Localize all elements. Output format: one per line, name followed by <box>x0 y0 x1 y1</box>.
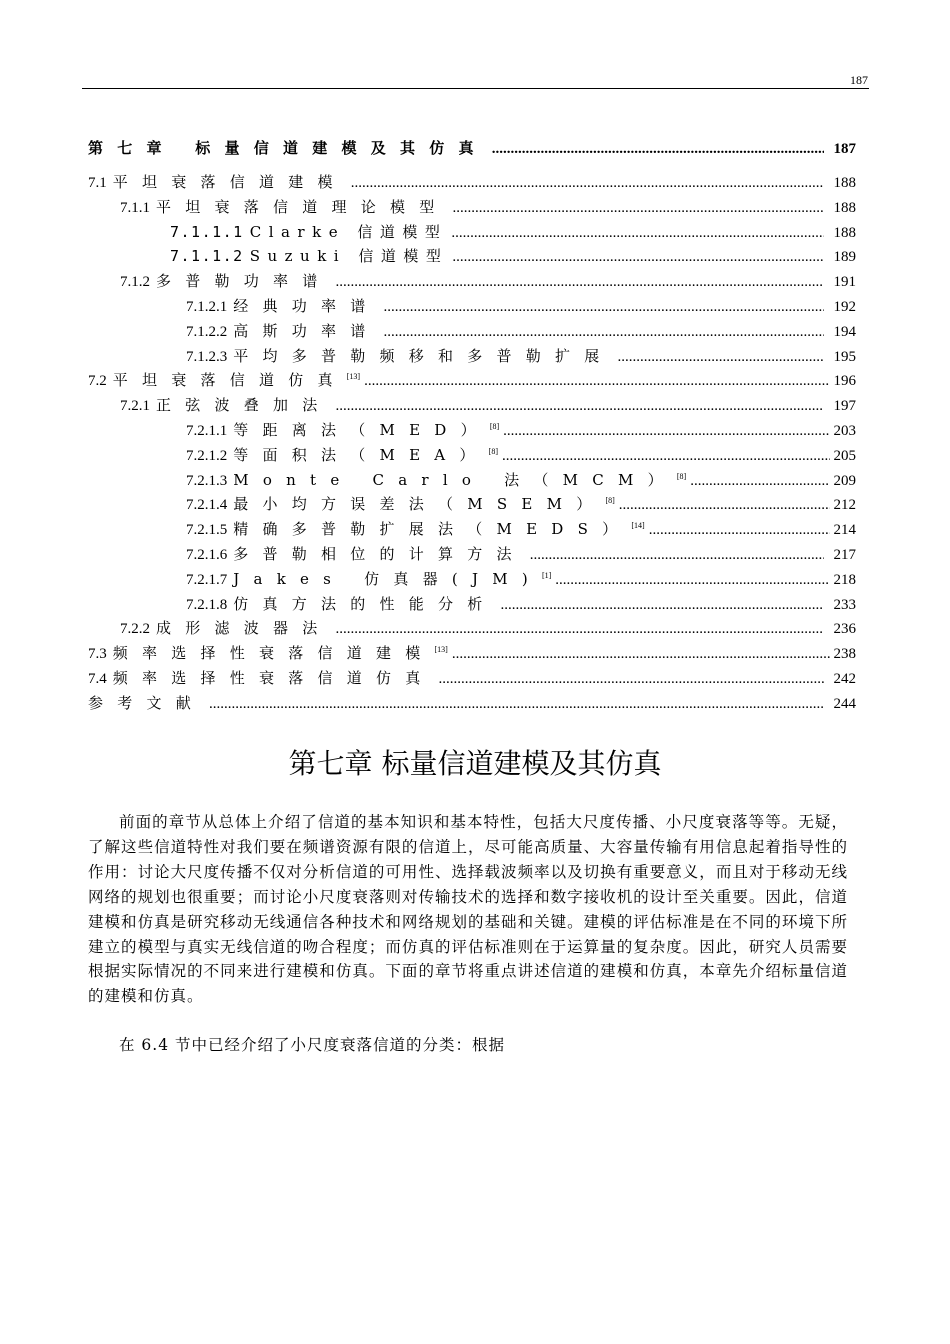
paragraph: 在 6.4 节中已经介绍了小尺度衰落信道的分类：根据 <box>119 1036 506 1055</box>
toc-page-number: 195 <box>833 348 856 365</box>
toc-entry-label <box>186 469 686 490</box>
body-text <box>88 810 848 1058</box>
table-of-contents <box>88 137 856 717</box>
toc-entry-title: Suzuki 信道模型 <box>249 247 449 266</box>
toc-entry-title: 经典功率谱 <box>233 296 380 315</box>
toc-entry-label <box>186 295 380 316</box>
toc-leader <box>336 621 824 638</box>
toc-entry-number: 7.1 <box>88 175 107 191</box>
toc-leader <box>384 324 824 341</box>
toc-page-number: 188 <box>833 199 856 216</box>
toc-entry-title: Clarke 信道模型 <box>249 222 448 241</box>
toc-page-number: 205 <box>833 447 856 464</box>
toc-entry[interactable] <box>88 419 856 444</box>
toc-leader <box>451 225 824 242</box>
toc-entry-reference: [8] <box>676 471 687 481</box>
toc-leader <box>649 522 830 539</box>
toc-entry-number: 7.1.2.2 <box>186 323 228 340</box>
toc-entry-reference: [13] <box>434 645 448 655</box>
toc-entry-number: 7.4 <box>88 670 107 687</box>
toc-entry-label <box>88 692 205 713</box>
toc-page-number: 188 <box>833 224 856 241</box>
toc-entry-label <box>186 543 526 564</box>
toc-entry-number: 7.2.1 <box>120 398 150 415</box>
toc-leader <box>503 423 830 440</box>
toc-entry[interactable] <box>88 593 856 618</box>
toc-entry-number: 7.1.2 <box>120 274 150 291</box>
toc-entry-number: 7.1.2.1 <box>186 298 228 315</box>
toc-page-number: 214 <box>833 522 856 539</box>
toc-entry-number: 7.2.1.2 <box>186 447 228 464</box>
toc-entry[interactable] <box>88 270 856 295</box>
toc-entry-number: 7.1.1.1 <box>170 222 244 241</box>
toc-entry-label <box>88 171 347 192</box>
toc-entry-label <box>120 270 332 291</box>
toc-entry-number: 7.1.1.2 <box>170 247 244 266</box>
toc-page-number: 197 <box>833 398 856 415</box>
toc-entry[interactable] <box>88 345 856 370</box>
toc-entry-title: 最小均方误差法（MSEM） <box>233 495 606 514</box>
toc-leader <box>439 671 824 688</box>
toc-page-number: 212 <box>833 497 856 514</box>
toc-entry-reference: [13] <box>346 372 361 382</box>
toc-entry-reference: [8] <box>605 496 615 506</box>
toc-page-number: 191 <box>833 274 856 291</box>
toc-leader <box>453 200 824 217</box>
toc-leader <box>384 299 824 316</box>
toc-entry-label <box>186 493 615 514</box>
toc-entry-title: 多普勒功率谱 <box>156 272 332 291</box>
toc-entry-label <box>186 320 380 341</box>
toc-entry-title: 等距离法（MED） <box>233 420 490 439</box>
toc-entry-number: 7.2.2 <box>120 621 150 638</box>
toc-entry-number: 7.2 <box>88 373 107 390</box>
toc-entry-title: 多普勒相位的计算方法 <box>233 544 526 563</box>
toc-entry[interactable] <box>88 295 856 320</box>
toc-leader <box>452 249 824 266</box>
toc-entry-label <box>120 617 332 638</box>
toc-entry-title: 频率选择性衰落信道仿真 <box>112 668 435 687</box>
toc-chapter-title: 第七章 标量信道建模及其仿真 <box>88 139 488 157</box>
toc-entry[interactable] <box>88 568 856 593</box>
toc-page-number: 209 <box>833 472 856 489</box>
toc-entry-title: 平坦衰落信道理论模型 <box>156 197 449 216</box>
toc-entry[interactable] <box>88 667 856 692</box>
toc-page-number: 244 <box>833 695 856 712</box>
toc-entry-label <box>186 444 498 465</box>
toc-leader <box>501 597 824 614</box>
toc-entry-title: 等面积法（MEA） <box>233 445 489 464</box>
toc-entry-number: 7.2.1.8 <box>186 596 228 613</box>
toc-entry-number: 7.2.1.3 <box>186 472 228 489</box>
toc-page-number: 196 <box>833 373 856 390</box>
toc-entry-label <box>186 568 551 589</box>
toc-page-number: 192 <box>833 298 856 315</box>
toc-entry-label <box>88 369 360 390</box>
toc-leader <box>530 547 824 564</box>
toc-entry[interactable] <box>88 543 856 568</box>
toc-entry-number: 7.3 <box>88 646 107 663</box>
toc-leader <box>209 696 824 713</box>
toc-entry-number: 7.2.1.1 <box>186 422 228 439</box>
toc-entry[interactable] <box>88 642 856 667</box>
header-rule <box>82 88 869 89</box>
toc-entry-number: 7.2.1.4 <box>186 497 228 514</box>
toc-leader <box>351 175 824 192</box>
toc-entry-number: 7.1.2.3 <box>186 348 228 365</box>
toc-page-number: 189 <box>833 249 856 266</box>
toc-entry-title: 频率选择性衰落信道建模 <box>112 644 435 663</box>
paragraph: 前面的章节从总体上介绍了信道的基本知识和基本特性，包括大尺度传播、小尺度衰落等等。无疑，了解这些信道特性对我们要在频谱资源有限的信道上，尽可能高质量、大容量传输有用信息起着指导性的作用：讨论大尺度传播不仅对分析信道的可用性、选择载波频率以及切换有重要意义，而且对于移动无线网络的规划也很重要；而讨论小尺度衰落则对传输技术的选择和数字接收机的设计至关重要。因此，信道建模和仿真是研究移动无线通信各种技术和网络规划的基础和关键。建模的评估标准是在不同的环境下所建立的模型与真实无线信道的吻合程度；而仿真的评估标准则在于运算量的复杂度。因此，研究人员需要根据实际情况的不同来进行建模和仿真。下面的章节将重点讲述信道的建模和仿真，本章先介绍标量信道的建模和仿真。 <box>88 813 848 1006</box>
toc-entry-title: 精确多普勒扩展法（MEDS） <box>233 520 632 539</box>
toc-page-number: 217 <box>833 546 856 563</box>
toc-entry-title: Monte Carlo 法（MCM） <box>233 470 677 489</box>
toc-entry[interactable] <box>88 171 856 196</box>
toc-entry-label <box>186 345 614 366</box>
toc-entry-label <box>120 196 449 217</box>
toc-leader <box>502 448 830 465</box>
toc-entry-reference: [14] <box>631 521 645 531</box>
chapter-title: 第七章 标量信道建模及其仿真 <box>288 747 662 780</box>
toc-leader <box>619 497 830 514</box>
toc-entry-title: 参考文献 <box>88 693 206 712</box>
toc-entry[interactable] <box>88 394 856 419</box>
toc-page-number: 233 <box>833 596 856 613</box>
toc-entry-number: 7.2.1.6 <box>186 546 228 563</box>
toc-entry-title: 正弦波叠加法 <box>156 396 332 415</box>
toc-entry-reference: [1] <box>541 570 552 580</box>
toc-page-number: 194 <box>833 323 856 340</box>
toc-page-number: 188 <box>833 175 856 191</box>
toc-entry-number: 7.2.1.7 <box>186 571 228 588</box>
toc-entry-label <box>88 642 448 663</box>
toc-leader <box>336 398 824 415</box>
toc-leader <box>618 349 824 366</box>
toc-entry-title: 平坦衰落信道建模 <box>112 173 347 191</box>
toc-entry-label <box>170 221 447 242</box>
toc-entry-title: 平均多普勒频移和多普勒扩展 <box>233 346 614 365</box>
toc-entry-reference: [8] <box>488 446 498 456</box>
toc-entry[interactable] <box>88 221 856 246</box>
toc-page-number: 187 <box>833 141 856 157</box>
page-number: 187 <box>850 73 868 87</box>
toc-leader <box>364 373 830 390</box>
toc-entry-label <box>186 419 499 440</box>
toc-page-number: 203 <box>833 422 856 439</box>
toc-leader <box>452 646 830 663</box>
toc-entry-title: Jakes 仿真器(JM) <box>233 569 542 588</box>
toc-page-number: 218 <box>833 571 856 588</box>
toc-entry-number: 7.2.1.5 <box>186 522 228 539</box>
toc-page-number: 242 <box>833 670 856 687</box>
toc-entry-label <box>88 667 435 688</box>
toc-entry-title: 仿真方法的性能分析 <box>233 594 497 613</box>
toc-entry[interactable] <box>88 320 856 345</box>
toc-entry-label <box>186 518 645 539</box>
toc-entry-title: 成形滤波器法 <box>156 619 332 638</box>
toc-entry[interactable] <box>88 444 856 469</box>
toc-chapter-entry[interactable] <box>88 137 856 171</box>
toc-entry-number: 7.1.1 <box>120 199 150 216</box>
toc-entry[interactable] <box>88 469 856 494</box>
toc-entry-label <box>186 593 497 614</box>
toc-entry[interactable] <box>88 493 856 518</box>
toc-entry-reference: [8] <box>489 421 500 431</box>
toc-page-number: 238 <box>833 646 856 663</box>
toc-leader <box>555 572 830 589</box>
toc-page-number: 236 <box>833 621 856 638</box>
toc-entry[interactable] <box>88 369 856 394</box>
toc-entry[interactable] <box>88 245 856 270</box>
toc-entry-label <box>170 245 448 266</box>
toc-entry[interactable] <box>88 518 856 543</box>
toc-entry[interactable] <box>88 617 856 642</box>
toc-entry-title: 平坦衰落信道仿真 <box>112 371 347 390</box>
toc-leader <box>492 141 824 158</box>
toc-leader <box>336 274 824 291</box>
toc-entry[interactable] <box>88 692 856 717</box>
toc-entry-label <box>120 394 332 415</box>
toc-leader <box>690 473 830 490</box>
toc-entry-title: 高斯功率谱 <box>233 321 380 340</box>
toc-entry[interactable] <box>88 196 856 221</box>
